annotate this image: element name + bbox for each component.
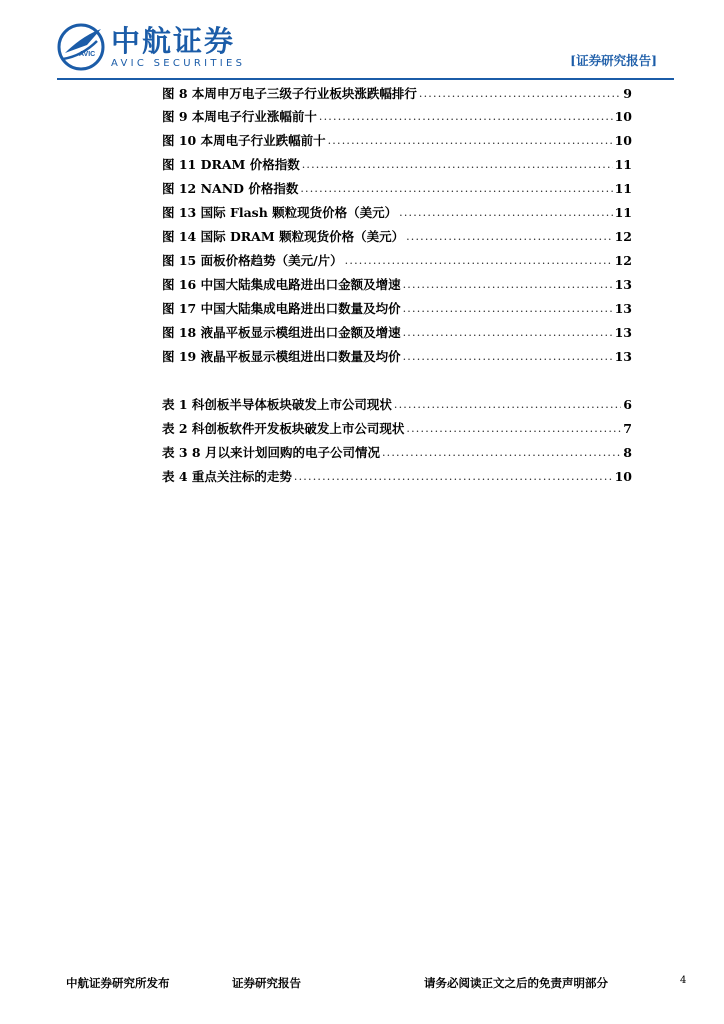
logo-chinese-name: 中航证券 [111,24,236,58]
toc-entry-page: 7 [623,421,632,436]
toc-entry-label: 图 19 液晶平板显示模组进出口数量及均价 [162,349,401,364]
toc-entry-label: 图 15 面板价格趋势（美元/片） [162,253,343,268]
avic-emblem-icon [57,23,105,71]
toc-figure-entry[interactable] [162,181,632,197]
toc-entry-label: 图 17 中国大陆集成电路进出口数量及均价 [162,301,401,316]
toc-figure-entry[interactable] [162,277,632,293]
toc-entry-page: 13 [614,325,632,340]
toc-figure-entry[interactable] [162,325,632,341]
toc-dot-leader [403,349,613,365]
toc-dot-leader [382,445,621,461]
toc-entry-page: 11 [614,157,632,172]
toc-entry-page: 10 [614,133,632,148]
toc-table-entry[interactable] [162,397,632,413]
toc-figure-entry[interactable] [162,253,632,269]
toc-figure-entry[interactable] [162,349,632,365]
toc-figure-entry[interactable] [162,229,632,245]
toc-dot-leader [406,421,621,437]
company-logo [57,23,257,73]
emblem-text: AVIC [79,51,96,58]
toc-entry-label: 图 14 国际 DRAM 颗粒现货价格（美元） [162,229,405,244]
logo-english-name: AVIC SECURITIES [111,58,246,69]
toc-entry-label: 图 10 本周电子行业跌幅前十 [162,133,326,148]
toc-figure-entry[interactable] [162,86,632,102]
toc-figure-entry[interactable] [162,301,632,317]
toc-dot-leader [294,469,613,485]
footer-report-type: 证券研究报告 [232,976,301,990]
footer-disclaimer: 请务必阅读正文之后的免责声明部分 [424,976,608,990]
toc-entry-page: 12 [614,253,632,268]
toc-figure-entry[interactable] [162,109,632,125]
toc-dot-leader [394,397,621,413]
page-header [0,0,724,90]
toc-entry-page: 11 [614,205,632,220]
toc-entry-label: 表 4 重点关注标的走势 [162,469,292,484]
toc-entry-page: 11 [614,181,632,196]
toc-entry-label: 图 18 液晶平板显示模组进出口金额及增速 [162,325,401,340]
toc-table-entry[interactable] [162,469,632,485]
toc-entry-label: 表 2 科创板软件开发板块破发上市公司现状 [162,421,405,436]
toc-entry-page: 6 [623,397,632,412]
toc-entry-label: 图 11 DRAM 价格指数 [162,157,300,172]
toc-entry-page: 10 [614,469,632,484]
footer-publisher: 中航证券研究所发布 [66,976,170,990]
page-footer [0,968,724,998]
toc-entry-page: 8 [623,445,632,460]
header-divider [57,78,674,80]
toc-dot-leader [419,86,621,102]
toc-entry-label: 图 9 本周电子行业涨幅前十 [162,109,317,124]
toc-figure-entry[interactable] [162,133,632,149]
toc-entry-label: 图 13 国际 Flash 颗粒现货价格（美元） [162,205,398,220]
toc-figure-entry[interactable] [162,205,632,221]
toc-entry-page: 10 [614,109,632,124]
toc-dot-leader [328,133,613,149]
toc-entry-label: 图 16 中国大陆集成电路进出口金额及增速 [162,277,401,292]
toc-dot-leader [319,109,613,125]
toc-dot-leader [300,181,612,197]
toc-entry-page: 13 [614,349,632,364]
toc-dot-leader [399,205,612,221]
toc-entry-label: 表 1 科创板半导体板块破发上市公司现状 [162,397,392,412]
report-type-tag: [证券研究报告] [570,53,657,68]
toc-entry-page: 9 [623,86,632,101]
toc-table-entry[interactable] [162,445,632,461]
toc-dot-leader [406,229,613,245]
toc-entry-label: 图 12 NAND 价格指数 [162,181,299,196]
toc-dot-leader [302,157,613,173]
toc-entry-page: 12 [614,229,632,244]
toc-dot-leader [403,325,613,341]
toc-dot-leader [345,253,613,269]
toc-entry-label: 图 8 本周申万电子三级子行业板块涨跌幅排行 [162,86,417,101]
toc-dot-leader [403,301,613,317]
toc-figure-entry[interactable] [162,157,632,173]
toc-entry-page: 13 [614,277,632,292]
footer-page-number: 4 [680,975,687,986]
toc-dot-leader [403,277,613,293]
toc-table-entry[interactable] [162,421,632,437]
toc-entry-label: 表 3 8 月以来计划回购的电子公司情况 [162,445,380,460]
toc-entry-page: 13 [614,301,632,316]
